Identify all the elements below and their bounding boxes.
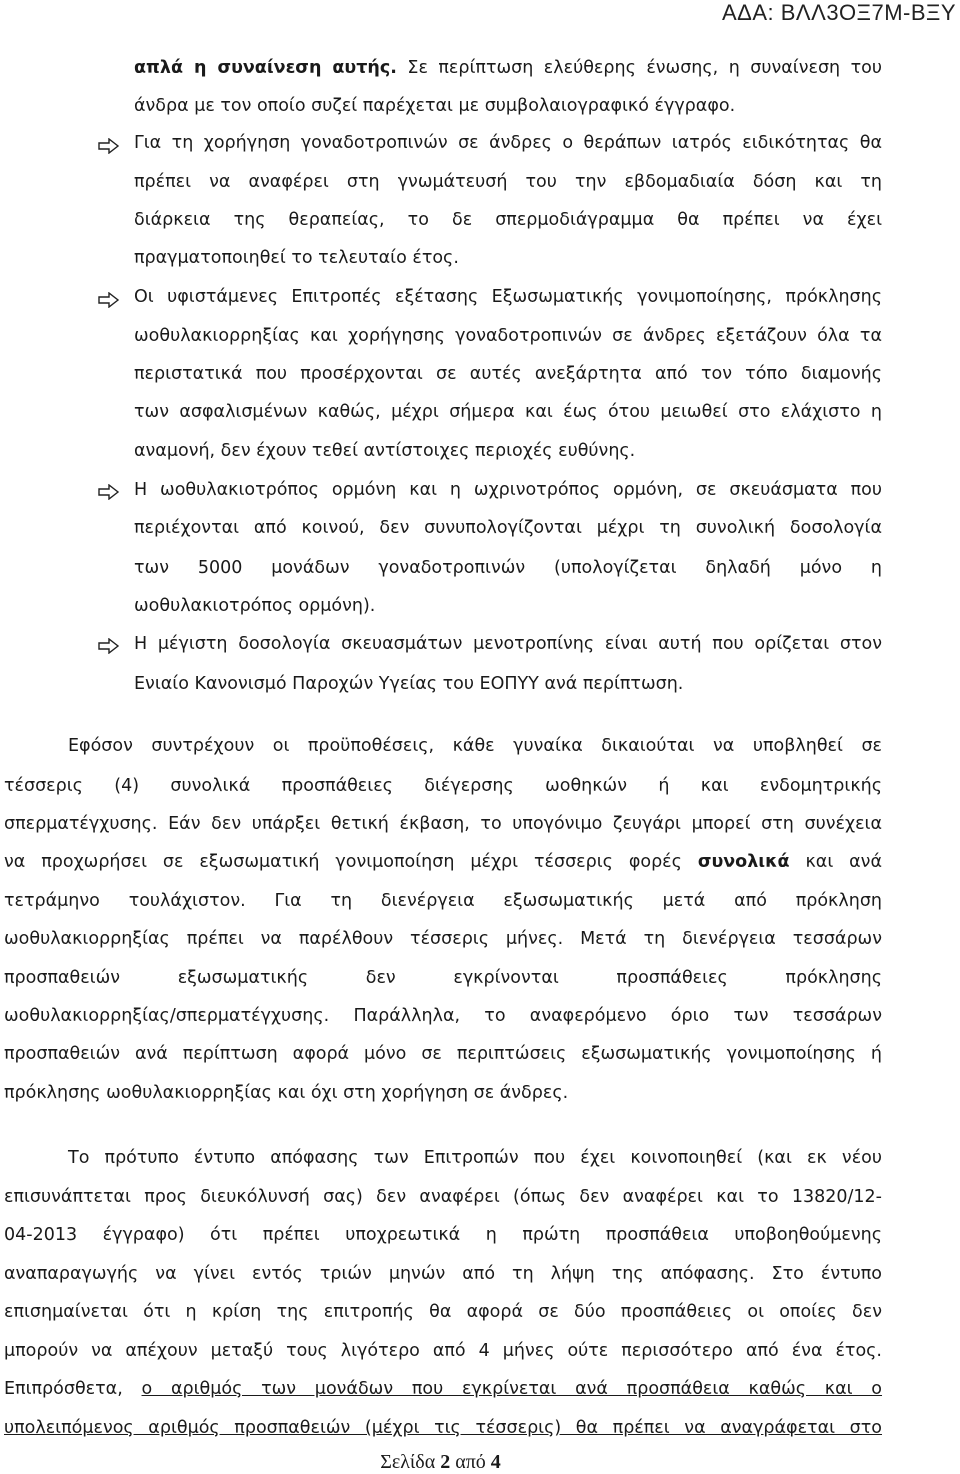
paragraph-2-line-5: μπορούν να απέχουν μεταξύ τους λιγότερο από 4 μήνες ούτε περισσότερο από ένα έτος. — [4, 1341, 882, 1361]
paragraph-1-line-3 — [4, 850, 882, 874]
paragraph-1-line-8: προσπαθειών ανά περίπτωση αφορά μόνο σε περιπτώσεις εξωσωματικής γονιμοποίησης ή — [4, 1044, 882, 1064]
bullet-3-line-2: των 5000 μονάδων γοναδοτροπινών (υπολογίζεται δηλαδή μόνο η — [134, 558, 882, 578]
bullet-0-line-0 — [134, 56, 882, 80]
arrow-right-outline-icon — [98, 138, 120, 154]
bullet-1-line-1: πρέπει να αναφέρει στη γνωμάτευσή του την εβδομαδιαία δόση και τη — [134, 172, 882, 192]
footer-of: από — [455, 1451, 486, 1473]
line-text: και ανά — [789, 852, 882, 872]
bullet-2-line-0: Οι υφιστάμενες Επιτροπές εξέτασης Εξωσωματικής γονιμοποίησης, πρόκλησης — [134, 287, 882, 307]
line-text: να προχωρήσει σε εξωσωματική γονιμοποίηση μέχρι τέσσερις φορές — [4, 852, 698, 872]
footer-page-number: 2 — [440, 1451, 451, 1473]
bullet-2-line-1: ωοθυλακιορρηξίας και χορήγησης γοναδοτροπινών σε άνδρες εξετάζουν όλα τα — [134, 326, 882, 346]
arrow-right-outline-icon — [98, 638, 120, 654]
paragraph-2-line-3: αναπαραγωγής να γίνει εντός τριών μηνών από τη λήψη της απόφασης. Στο έντυπο — [4, 1264, 882, 1284]
paragraph-1-line-1: τέσσερις (4) συνολικά προσπάθειες διέγερσης ωοθηκών ή και ενδομητρικής — [4, 776, 882, 796]
underlined-text: ο αριθμός των μονάδων που εγκρίνεται ανά προσπάθεια καθώς και ο — [141, 1379, 883, 1399]
paragraph-1-line-2: σπερματέγχυσης. Εάν δεν υπάρξει θετική έκβαση, το υπογόνιμο ζευγάρι μπορεί στη συνέχεια — [4, 814, 882, 834]
bullet-3-line-0: Η ωοθυλακιοτρόπος ορμόνη και η ωχρινοτρόπος ορμόνη, σε σκευάσματα που — [134, 480, 882, 500]
bullet-2-line-3: των ασφαλισμένων καθώς, μέχρι σήμερα και έως ότου μειωθεί στο ελάχιστο η — [134, 402, 882, 422]
paragraph-1-line-5: ωοθυλακιορρηξίας πρέπει να παρέλθουν τέσσερις μήνες. Μετά τη διενέργεια τεσσάρων — [4, 929, 882, 949]
page-footer — [0, 1450, 881, 1474]
paragraph-1-line-6: προσπαθειών εξωσωματικής δεν εγκρίνονται προσπάθειες πρόκλησης — [4, 968, 882, 988]
bullet-4-line-0: Η μέγιστη δοσολογία σκευασμάτων μενοτροπίνης είναι αυτή που ορίζεται στον — [134, 634, 882, 654]
paragraph-2-line-6 — [4, 1377, 882, 1401]
paragraph-2-line-4: επισημαίνεται ότι η κρίση της επιτροπής θα αφορά σε δύο προσπάθειες οι οποίες δεν — [4, 1302, 882, 1322]
bullet-0-line-1: άνδρα με τον οποίο συζεί παρέχεται με συμβολαιογραφικό έγγραφο. — [134, 96, 736, 116]
paragraph-2-line-7 — [4, 1416, 882, 1440]
arrow-right-outline-icon — [98, 484, 120, 500]
line-text: Επιπρόσθετα, — [4, 1379, 142, 1399]
bullet-1-line-2: διάρκεια της θεραπείας, το δε σπερμοδιάγραμμα θα πρέπει να έχει — [134, 210, 882, 230]
footer-label: Σελίδα — [380, 1451, 436, 1473]
bullet-2-line-4: αναμονή, δεν έχουν τεθεί αντίστοιχες περιοχές ευθύνης. — [134, 441, 636, 461]
paragraph-1-line-0: Εφόσον συντρέχουν οι προϋποθέσεις, κάθε γυναίκα δικαιούται να υποβληθεί σε — [68, 736, 882, 756]
bullet-1-line-3: πραγματοποιηθεί το τελευταίο έτος. — [134, 248, 459, 268]
footer-total-pages: 4 — [490, 1451, 501, 1473]
arrow-right-outline-icon — [98, 292, 120, 308]
paragraph-1-line-7: ωοθυλακιορρηξίας/σπερματέγχυσης. Παράλληλα, το αναφερόμενο όριο των τεσσάρων — [4, 1006, 882, 1026]
paragraph-2-line-1: επισυνάπτεται προς διευκόλυνσή σας) δεν αναφέρει (όπως δεν αναφέρει και το 13820/12- — [4, 1187, 882, 1207]
paragraph-2-line-0: Το πρότυπο έντυπο απόφασης των Επιτροπών που έχει κοινοποιηθεί (και εκ νέου — [68, 1148, 882, 1168]
paragraph-1-line-9: πρόκλησης ωοθυλακιορρηξίας και όχι στη χορήγηση σε άνδρες. — [4, 1083, 569, 1103]
paragraph-2-line-2: 04-2013 έγγραφο) ότι πρέπει υποχρεωτικά η πρώτη προσπάθεια υποβοηθούμενης — [4, 1225, 882, 1245]
ada-code: ΑΔΑ: ΒΛΛ3ΟΞ7Μ-ΒΞΥ — [721, 0, 956, 25]
bullet-3-line-3: ωοθυλακιοτρόπος ορμόνη). — [134, 596, 376, 616]
paragraph-1-line-4: τετράμηνο τουλάχιστον. Για τη διενέργεια εξωσωματικής μετά από πρόκληση — [4, 891, 882, 911]
line-text: Σε περίπτωση ελεύθερης ένωσης, η συναίνεση του — [396, 58, 882, 78]
bullet-3-line-1: περιέχονται από κοινού, δεν συνυπολογίζονται μέχρι τη συνολική δοσολογία — [134, 518, 882, 538]
bullet-2-line-2: περιστατικά που προσέρχονται σε αυτές ανεξάρτητα από τον τόπο διαμονής — [134, 364, 882, 384]
bullet-4-line-1: Ενιαίο Κανονισμό Παροχών Υγείας του ΕΟΠΥΥ ανά περίπτωση. — [134, 674, 684, 694]
bold-text: συνολικά — [697, 852, 790, 872]
bold-text: απλά η συναίνεση αυτής. — [134, 58, 397, 78]
underlined-text: υπολειπόμενος αριθμός προσπαθειών (μέχρι τις τέσσερις) θα πρέπει να αναγράφεται στο — [4, 1418, 882, 1438]
bullet-1-line-0: Για τη χορήγηση γοναδοτροπινών σε άνδρες ο θεράπων ιατρός ειδικότητας θα — [134, 133, 882, 153]
